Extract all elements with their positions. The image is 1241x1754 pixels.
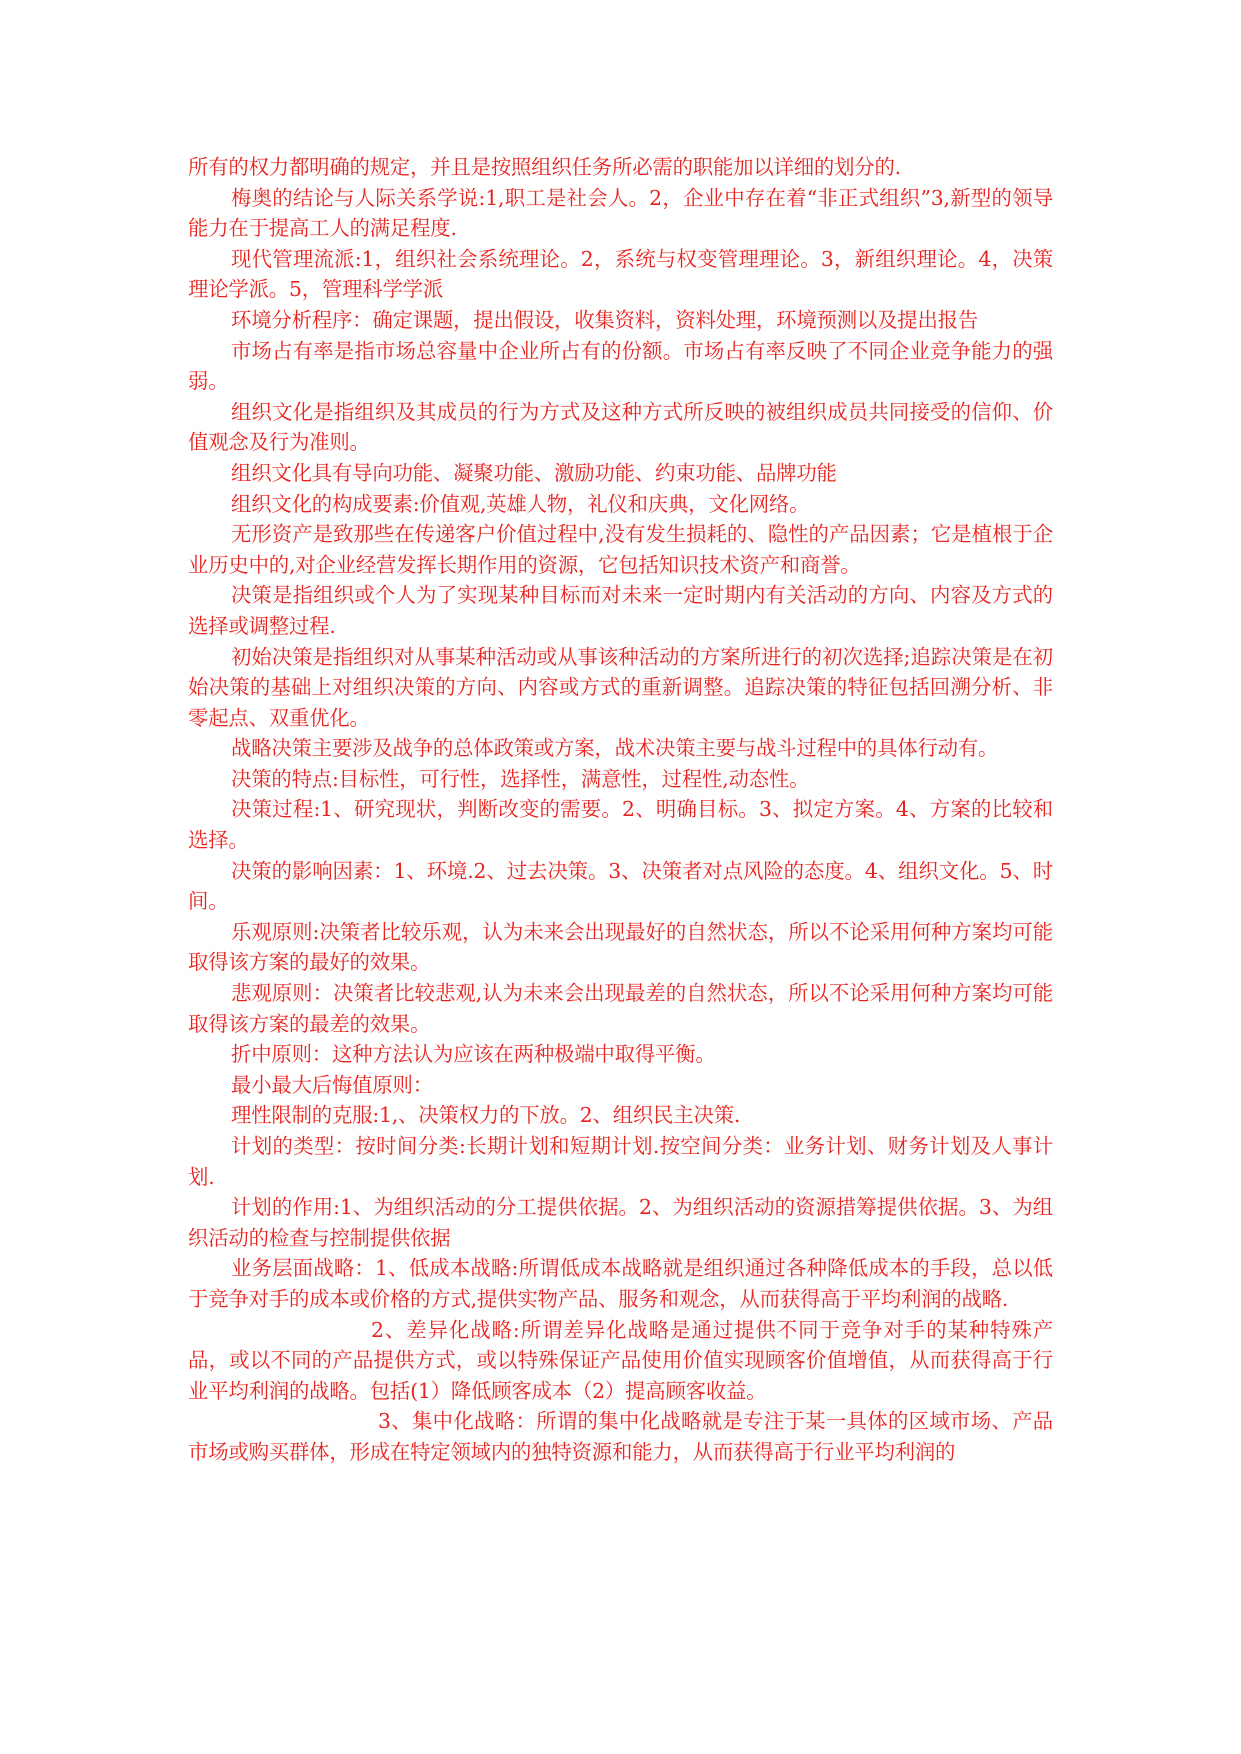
paragraph: 决策过程:1、研究现状，判断改变的需要。2、明确目标。3、拟定方案。4、方案的比较和选择。 (188, 797, 1053, 853)
paragraph: 现代管理流派:1，组织社会系统理论。2，系统与权变管理理论。3，新组织理论。4，决策理论学派。5，管理科学学派 (188, 246, 1053, 302)
paragraph: 2、差异化战略:所谓差异化战略是通过提供不同于竞争对手的某种特殊产品，或以不同的产品提供方式，或以特殊保证产品使用价值实现顾客价值增值，从而获得高于行业平均利润的战略。包括(1）降低顾客成本（2）提高顾客收益。 (188, 1317, 1053, 1403)
paragraph: 无形资产是致那些在传递客户价值过程中,没有发生损耗的、隐性的产品因素；它是植根于企业历史中的,对企业经营发挥长期作用的资源，它包括知识技术资产和商誉。 (188, 522, 1053, 577)
paragraph: 悲观原则：决策者比较悲观,认为未来会出现最差的自然状态，所以不论采用何种方案均可能取得该方案的最差的效果。 (188, 981, 1053, 1036)
paragraph: 决策的影响因素：1、环境.2、过去决策。3、决策者对点风险的态度。4、组织文化。5、时间。 (188, 858, 1053, 914)
paragraph: 最小最大后悔值原则： (231, 1072, 433, 1097)
paragraph: 理性限制的克服:1,、决策权力的下放。2、组织民主决策. (231, 1103, 741, 1128)
paragraph: 初始决策是指组织对从事某种活动或从事该种活动的方案所进行的初次选择;追踪决策是在初始决策的基础上对组织决策的方向、内容或方式的重新调整。追踪决策的特征包括回溯分析、非零起点、双重优化。 (188, 644, 1053, 730)
paragraph: 乐观原则:决策者比较乐观，认为未来会出现最好的自然状态，所以不论采用何种方案均可能取得该方案的最好的效果。 (188, 919, 1053, 975)
paragraph: 业务层面战略：1、低成本战略:所谓低成本战略就是组织通过各种降低成本的手段，总以低于竞争对手的成本或价格的方式,提供实物产品、服务和观念，从而获得高于平均利润的战略. (188, 1256, 1053, 1311)
paragraph: 组织文化具有导向功能、凝聚功能、激励功能、约束功能、品牌功能 (231, 460, 837, 485)
paragraph: 战略决策主要涉及战争的总体政策或方案，战术决策主要与战斗过程中的具体行动有。 (231, 736, 999, 761)
paragraph: 计划的作用:1、为组织活动的分工提供依据。2、为组织活动的资源措筹提供依据。3、为组织活动的检查与控制提供依据 (188, 1195, 1053, 1250)
paragraph: 折中原则：这种方法认为应该在两种极端中取得平衡。 (231, 1042, 716, 1067)
paragraph: 梅奥的结论与人际关系学说:1,职工是社会人。2，企业中存在着“非正式组织”3,新型的领导能力在于提高工人的满足程度. (188, 185, 1053, 241)
paragraph: 3、集中化战略：所谓的集中化战略就是专注于某一具体的区域市场、产品市场或购买群体，形成在特定领域内的独特资源和能力，从而获得高于行业平均利润的 (188, 1409, 1053, 1464)
paragraph: 组织文化是指组织及其成员的行为方式及这种方式所反映的被组织成员共同接受的信仰、价值观念及行为准则。 (188, 399, 1053, 455)
paragraph: 决策是指组织或个人为了实现某种目标而对未来一定时期内有关活动的方向、内容及方式的选择或调整过程. (188, 583, 1053, 638)
paragraph: 环境分析程序：确定课题，提出假设，收集资料，资料处理，环境预测以及提出报告 (231, 307, 979, 332)
paragraph: 所有的权力都明确的规定，并且是按照组织任务所必需的职能加以详细的划分的. (188, 155, 901, 179)
paragraph: 组织文化的构成要素:价值观,英雄人物，礼仪和庆典，文化网络。 (231, 491, 810, 516)
paragraph: 计划的类型：按时间分类:长期计划和短期计划.按空间分类：业务计划、财务计划及人事计划. (188, 1134, 1053, 1189)
paragraph: 市场占有率是指市场总容量中企业所占有的份额。市场占有率反映了不同企业竞争能力的强弱。 (188, 338, 1053, 394)
paragraph: 决策的特点:目标性，可行性，选择性，满意性，过程性,动态性。 (231, 766, 810, 791)
document-body (188, 152, 1053, 1468)
